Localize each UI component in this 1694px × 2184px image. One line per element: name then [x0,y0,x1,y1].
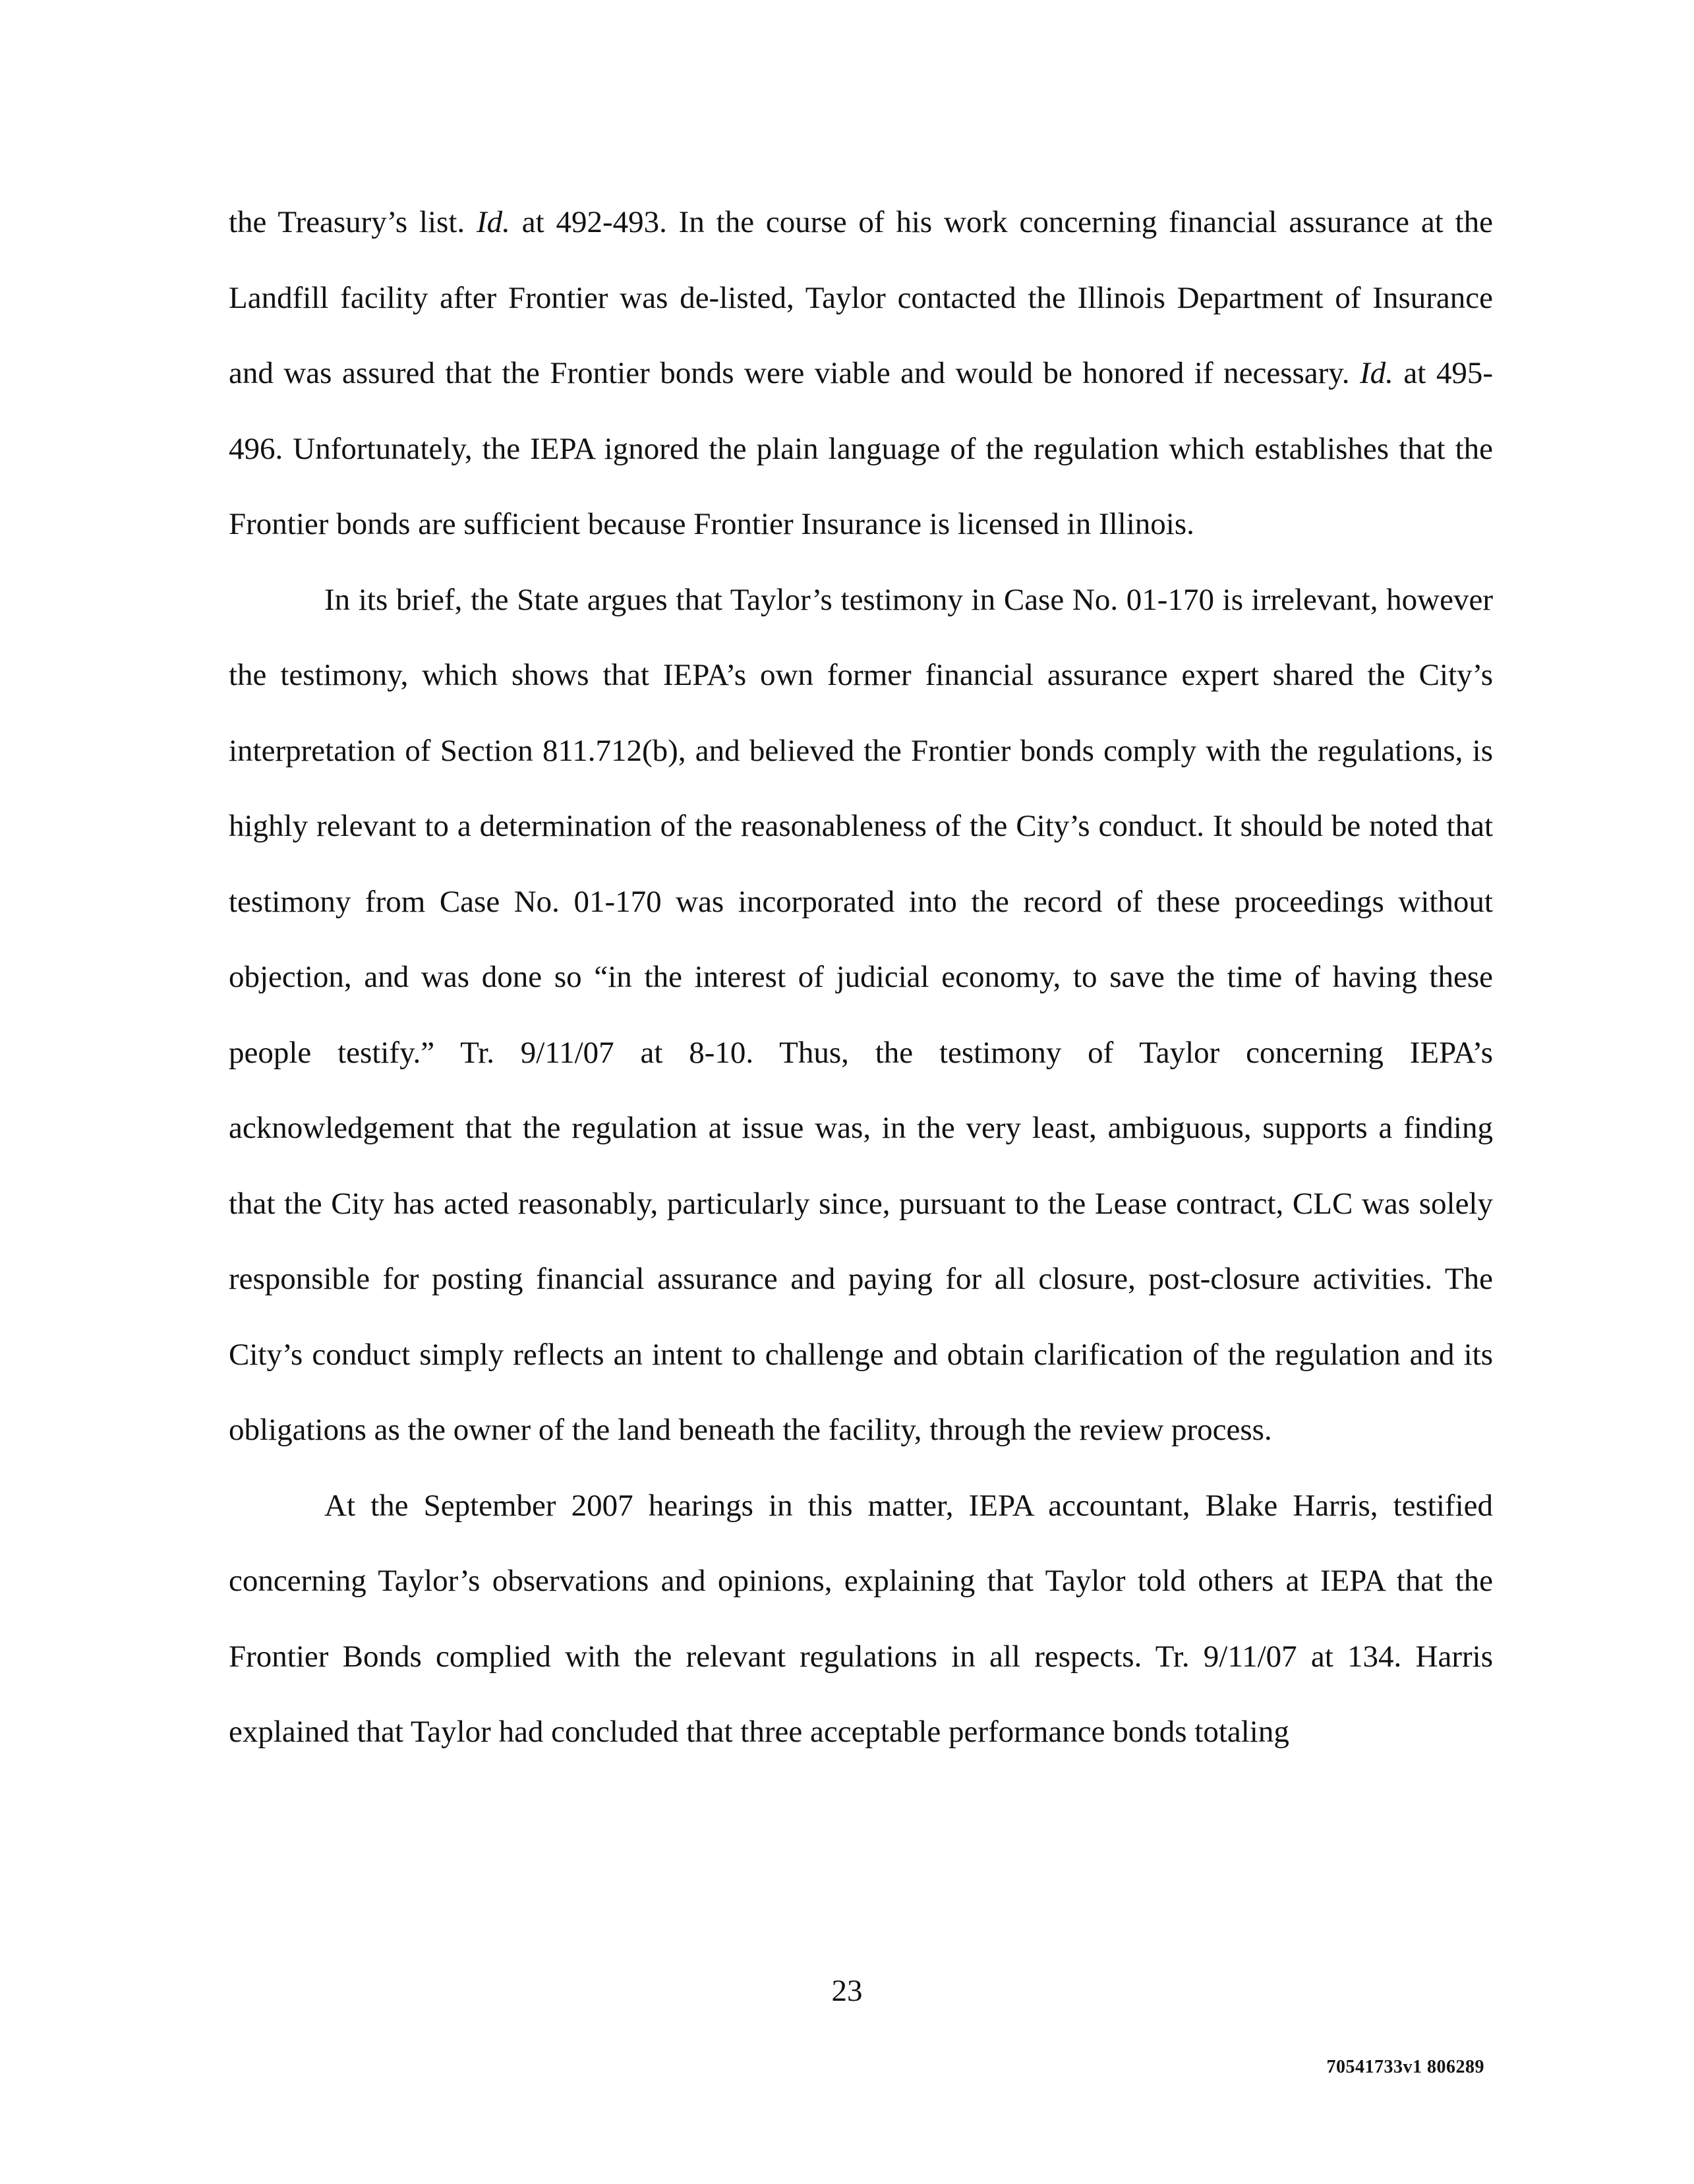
paragraph-1 [229,185,1493,562]
p1-text-3: at 495-496. Unfortunately, the IEPA ignored the plain language of the regulation which establishes that the Frontier bonds are sufficient because Frontier Insurance is licensed in Illinois. [229,356,1493,541]
paragraph-3 [229,1468,1493,1770]
page-number: 23 [831,1974,863,2008]
document-id: 70541733v1 806289 [1326,2057,1484,2077]
body-text [229,185,1493,1770]
paragraph-2 [229,562,1493,1468]
p2-text: In its brief, the State argues that Taylor’s testimony in Case No. 01-170 is irrelevant, however the testimony, which shows that IEPA’s own former financial assurance expert shared the City’s interpretation of Section 811.712(b), and believed the Frontier bonds comply with the regulations, is highly relevant to a determination of the reasonableness of the City’s conduct. It should be noted that testimony from Case No. 01-170 was incorporated into the record of these proceedings without objection, and was done so “in the interest of judicial economy, to save the time of having these people testify.” Tr. 9/11/07 at 8-10. Thus, the testimony of Taylor concerning IEPA’s acknowledgement that the regulation at issue was, in the very least, ambiguous, supports a finding that the City has acted reasonably, particularly since, pursuant to the Lease contract, CLC was solely responsible for posting financial assurance and paying for all closure, post-closure activities. The City’s conduct simply reflects an intent to challenge and obtain clarification of the regulation and its obligations as the owner of the land beneath the facility, through the review process. [229,582,1493,1447]
p1-text-2: at 492-493. In the course of his work concerning financial assurance at the Landfill facility after Frontier was de-listed, Taylor contacted the Illinois Department of Insurance and was assured that the Frontier bonds were viable and would be honored if necessary. [229,205,1493,390]
p3-text: At the September 2007 hearings in this matter, IEPA accountant, Blake Harris, testified concerning Taylor’s observations and opinions, explaining that Taylor told others at IEPA that the Frontier Bonds complied with the relevant regulations in all respects. Tr. 9/11/07 at 134. Harris explained that Taylor had concluded that three acceptable performance bonds totaling [229,1488,1493,1749]
p1-citation-id-2: Id. [1360,356,1393,390]
p1-text-1: the Treasury’s list. [229,205,477,239]
p1-citation-id-1: Id. [476,205,510,239]
